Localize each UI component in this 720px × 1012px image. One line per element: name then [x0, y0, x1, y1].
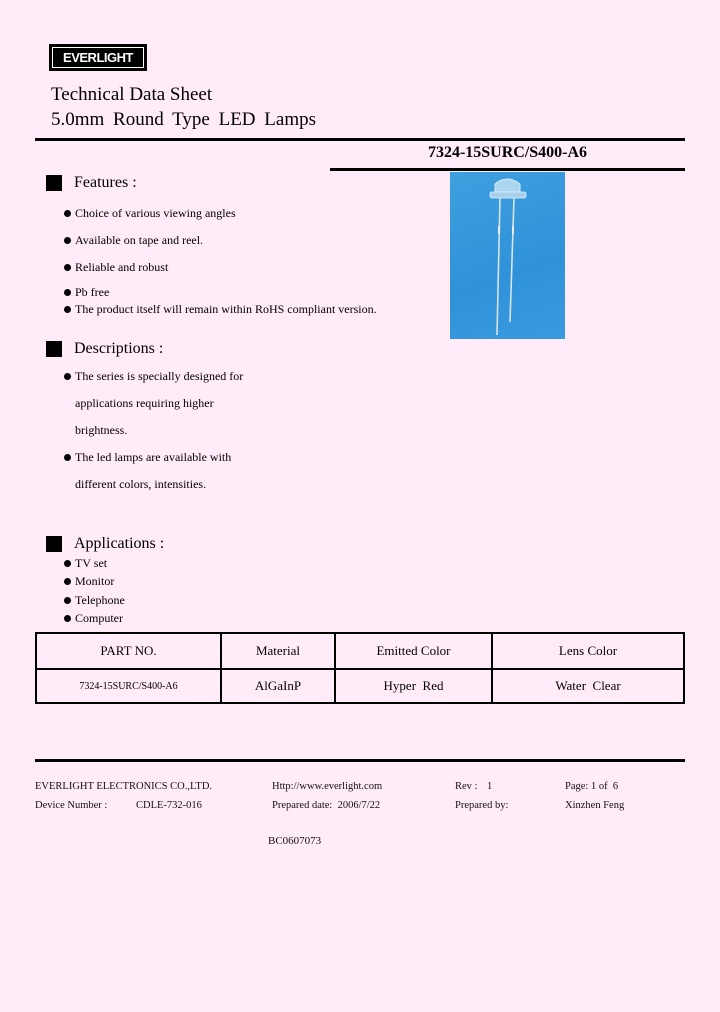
table-header-row	[36, 633, 684, 669]
bullet-icon	[64, 264, 71, 271]
bullet-icon	[64, 560, 71, 567]
bullet-icon	[64, 615, 71, 622]
header-part-no: PART NO.	[36, 633, 221, 669]
descriptions-heading-text: Descriptions :	[74, 340, 164, 357]
spec-table	[35, 632, 685, 704]
led-lamp-icon	[450, 172, 565, 339]
features-heading	[46, 174, 137, 192]
feature-item: Pb free	[64, 285, 109, 300]
everlight-logo	[49, 44, 147, 71]
cell-part-no: 7324-15SURC/S400-A6	[36, 669, 221, 703]
feature-item: The product itself will remain within RoHS compliant version.	[64, 302, 377, 317]
feature-item: Reliable and robust	[64, 260, 168, 275]
description-line: applications requiring higher	[75, 396, 214, 410]
description-item: The led lamps are available with	[64, 450, 231, 465]
document-subtitle: 5.0mm Round Type LED Lamps	[51, 109, 316, 130]
description-line: different colors, intensities.	[75, 477, 207, 491]
application-item: Computer	[64, 611, 123, 626]
footer-divider	[35, 759, 685, 762]
applications-heading	[46, 535, 164, 553]
application-item: TV set	[64, 556, 107, 571]
footer-rev-label: Rev :	[455, 781, 478, 792]
bullet-icon	[64, 454, 71, 461]
footer-doc-code: BC0607073	[268, 835, 322, 847]
bullet-icon	[64, 578, 71, 585]
footer-page-info: Page: 1 of 6	[565, 781, 619, 792]
cell-lens-color: Water Clear	[492, 669, 684, 703]
footer-device-number-value: CDLE-732-016	[136, 800, 202, 811]
bullet-icon	[64, 289, 71, 296]
product-photo	[450, 172, 565, 339]
square-bullet-icon	[46, 341, 62, 357]
cell-emitted-color: Hyper Red	[335, 669, 492, 703]
bullet-icon	[64, 237, 71, 244]
part-number-divider	[330, 168, 685, 171]
logo-text: EVERLIGHT	[52, 47, 144, 68]
footer-rev-value: 1	[487, 781, 493, 792]
header-emitted-color: Emitted Color	[335, 633, 492, 669]
applications-heading-text: Applications :	[74, 535, 165, 552]
application-item: Telephone	[64, 593, 125, 608]
header-divider	[35, 138, 685, 141]
document-title: Technical Data Sheet	[51, 84, 213, 105]
bullet-icon	[64, 597, 71, 604]
description-item: The series is specially designed for	[64, 369, 243, 384]
footer-company: EVERLIGHT ELECTRONICS CO.,LTD.	[35, 781, 213, 792]
header-material: Material	[221, 633, 335, 669]
footer-prepared-by-label: Prepared by:	[455, 800, 509, 811]
description-line: brightness.	[75, 423, 128, 437]
footer-prepared-by-value: Xinzhen Feng	[565, 800, 625, 811]
square-bullet-icon	[46, 175, 62, 191]
descriptions-heading	[46, 340, 163, 358]
feature-item: Available on tape and reel.	[64, 233, 203, 248]
footer-prepared-date: Prepared date: 2006/7/22	[272, 800, 381, 811]
cell-material: AlGaInP	[221, 669, 335, 703]
feature-item: Choice of various viewing angles	[64, 206, 236, 221]
bullet-icon	[64, 306, 71, 313]
footer-device-number-label: Device Number :	[35, 800, 108, 811]
table-row	[36, 669, 684, 703]
header-lens-color: Lens Color	[492, 633, 684, 669]
part-number-title: 7324-15SURC/S400-A6	[427, 144, 588, 161]
bullet-icon	[64, 210, 71, 217]
application-item: Monitor	[64, 574, 114, 589]
square-bullet-icon	[46, 536, 62, 552]
footer-website[interactable]: Http://www.everlight.com	[272, 781, 383, 792]
features-heading-text: Features :	[74, 174, 137, 191]
bullet-icon	[64, 373, 71, 380]
